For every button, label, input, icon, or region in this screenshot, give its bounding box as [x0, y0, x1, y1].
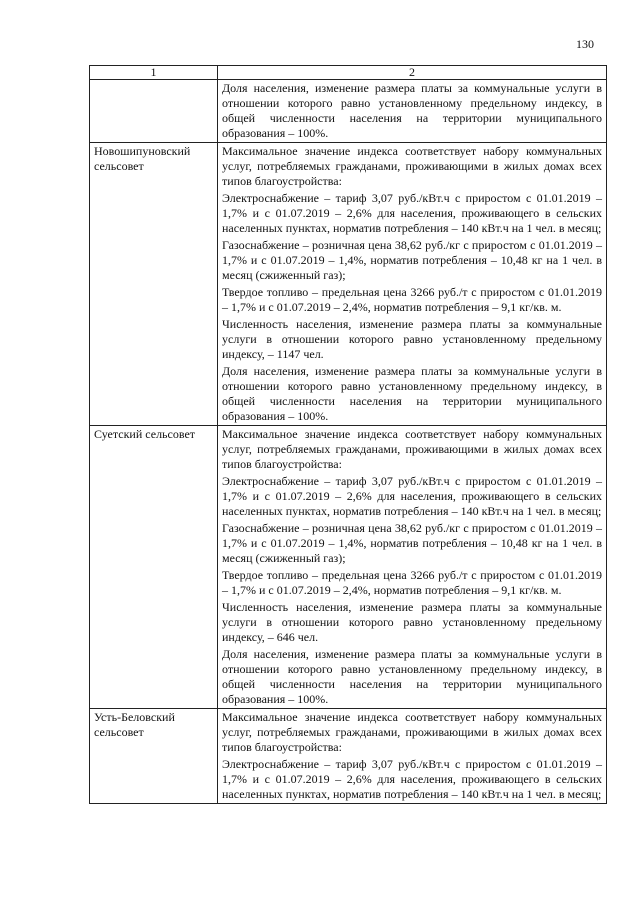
description-paragraph: Доля населения, изменение размера платы за коммунальные услуги в отношении которого равно установленному предельному индексу, в общей численности населения на территории муниципального образования – 100%. — [222, 647, 602, 706]
description-paragraph: Доля населения, изменение размера платы за коммунальные услуги в отношении которого равно установленному предельному индексу, в общей численности населения на территории муниципального образования – 100%. — [222, 364, 602, 423]
description-paragraph: Доля населения, изменение размера платы за коммунальные услуги в отношении которого равно установленному предельному индексу, в общей численности населения на территории муниципального образования – 100%. — [222, 81, 602, 140]
municipality-name: Усть-Беловский сельсовет — [94, 710, 175, 739]
description-paragraph: Численность населения, изменение размера платы за коммунальные услуги в отношении которого равно установленному предельному индексу, – 646 чел. — [222, 600, 602, 644]
description-cell — [218, 143, 607, 426]
table-body — [90, 80, 607, 804]
description-paragraph: Газоснабжение – розничная цена 38,62 руб./кг с приростом с 01.01.2019 – 1,7% и с 01.07.2019 – 1,4%, норматив потребления – 10,48 кг на 1 чел. в месяц (сжиженный газ); — [222, 238, 602, 282]
table-row — [90, 709, 607, 804]
table-header-row — [90, 66, 607, 80]
description-paragraph: Твердое топливо – предельная цена 3266 руб./т с приростом с 01.01.2019 – 1,7% и с 01.07.2019 – 2,4%, норматив потребления – 9,1 кг/кв. м. — [222, 568, 602, 597]
municipal-index-table — [89, 65, 607, 804]
description-paragraph: Максимальное значение индекса соответствует набору коммунальных услуг, потребляемых гражданами, проживающими в жилых домах всех типов благоустройства: — [222, 710, 602, 754]
municipality-name: Суетский сельсовет — [94, 427, 196, 441]
column-header-1: 1 — [90, 66, 218, 80]
page-number: 130 — [576, 37, 594, 51]
description-cell — [218, 80, 607, 143]
description-paragraph: Численность населения, изменение размера платы за коммунальные услуги в отношении которого равно установленному предельному индексу, – 1147 чел. — [222, 317, 602, 361]
table-row — [90, 426, 607, 709]
municipality-cell — [90, 709, 218, 804]
description-paragraph: Электроснабжение – тариф 3,07 руб./кВт.ч с приростом с 01.01.2019 – 1,7% и с 01.07.2019 – 2,6% для населения, проживающего в сельских населенных пунктах, норматив потребления – 140 кВт.ч на 1 чел. в месяц; — [222, 757, 602, 801]
description-cell — [218, 709, 607, 804]
description-paragraph: Электроснабжение – тариф 3,07 руб./кВт.ч с приростом с 01.01.2019 – 1,7% и с 01.07.2019 – 2,6% для населения, проживающего в сельских населенных пунктах, норматив потребления – 140 кВт.ч на 1 чел. в месяц; — [222, 474, 602, 518]
description-paragraph: Максимальное значение индекса соответствует набору коммунальных услуг, потребляемых гражданами, проживающими в жилых домах всех типов благоустройства: — [222, 427, 602, 471]
municipality-name: Новошипуновский сельсовет — [94, 144, 191, 173]
municipality-cell — [90, 80, 218, 143]
description-cell — [218, 426, 607, 709]
description-paragraph: Электроснабжение – тариф 3,07 руб./кВт.ч с приростом с 01.01.2019 – 1,7% и с 01.07.2019 – 2,6% для населения, проживающего в сельских населенных пунктах, норматив потребления – 140 кВт.ч на 1 чел. в месяц; — [222, 191, 602, 235]
column-header-2: 2 — [218, 66, 607, 80]
table-row — [90, 143, 607, 426]
municipality-cell — [90, 426, 218, 709]
description-paragraph: Максимальное значение индекса соответствует набору коммунальных услуг, потребляемых гражданами, проживающими в жилых домах всех типов благоустройства: — [222, 144, 602, 188]
description-paragraph: Твердое топливо – предельная цена 3266 руб./т с приростом с 01.01.2019 – 1,7% и с 01.07.2019 – 2,4%, норматив потребления – 9,1 кг/кв. м. — [222, 285, 602, 314]
table-row — [90, 80, 607, 143]
description-paragraph: Газоснабжение – розничная цена 38,62 руб./кг с приростом с 01.01.2019 – 1,7% и с 01.07.2019 – 1,4%, норматив потребления – 10,48 кг на 1 чел. в месяц (сжиженный газ); — [222, 521, 602, 565]
municipality-cell — [90, 143, 218, 426]
